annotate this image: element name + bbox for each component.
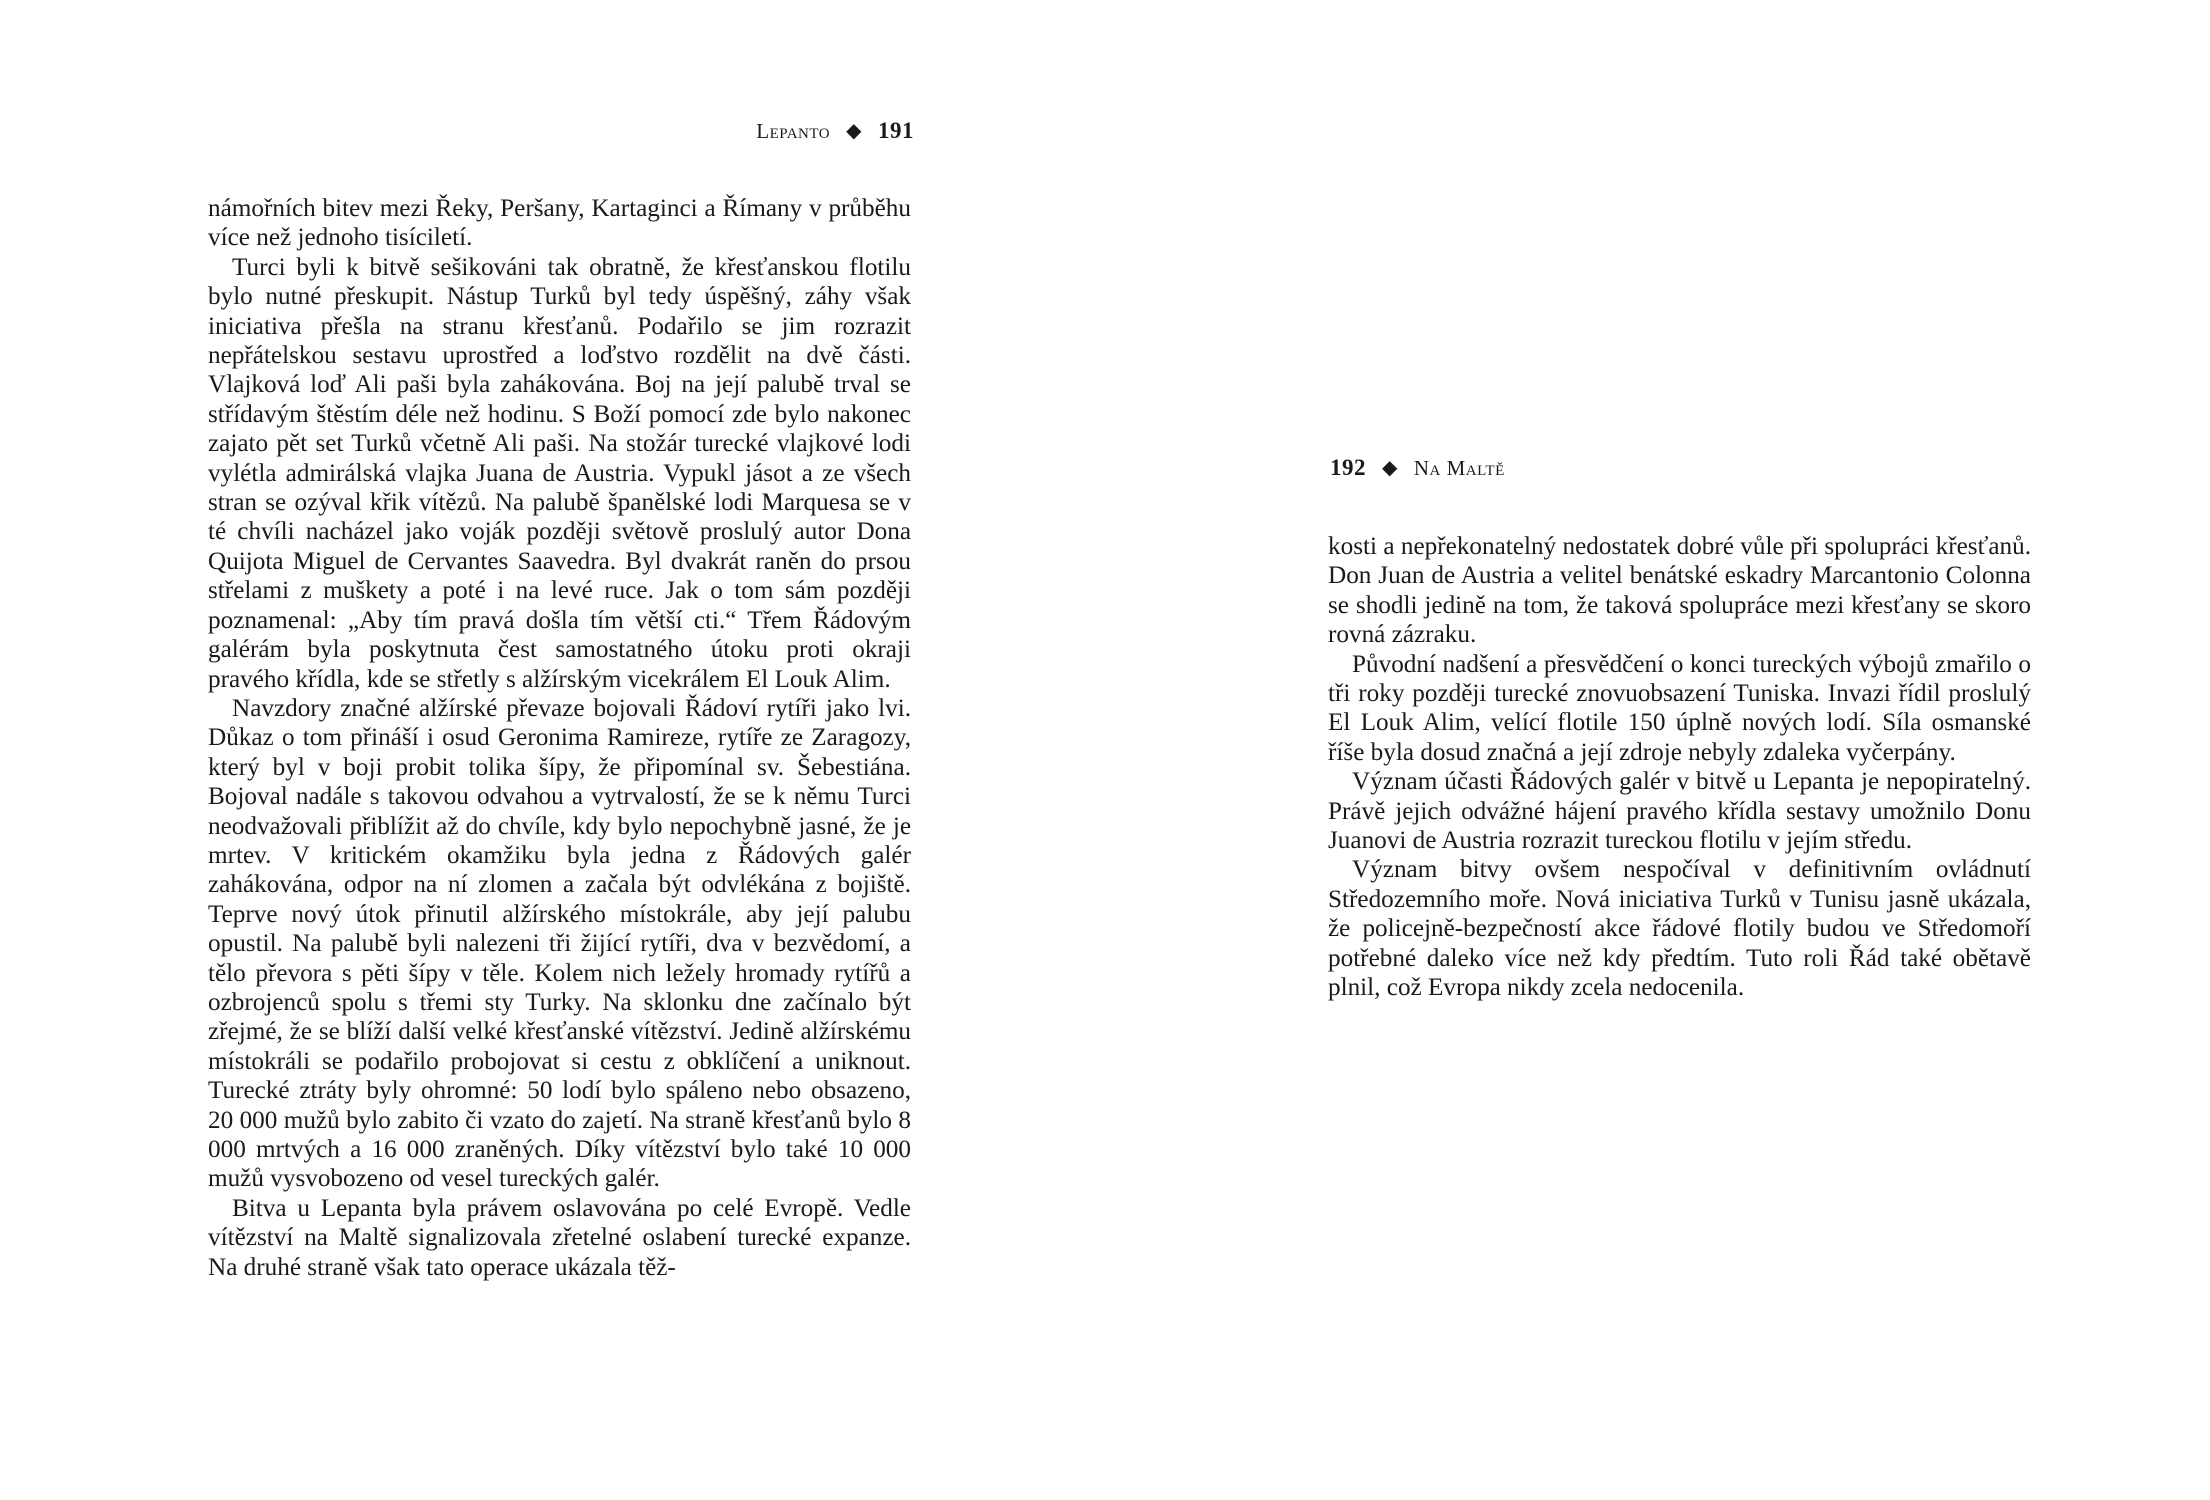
paragraph: Bitva u Lepanta byla právem oslavována po celé Evropě. Vedle vítězství na Maltě signalizovala zřetelné oslabení turecké expanze. Na druhé straně však tato operace ukázala těž- xyxy=(208,1194,911,1281)
body-text-left xyxy=(208,194,911,1282)
paragraph: Význam bitvy ovšem nespočíval v definitivním ovládnutí Středozemního moře. Nová iniciativa Turků v Tunisu jasně ukázala, že policejně-bezpečností akce řádové flotily budou ve Středomoří potřebné daleko více než kdy předtím. Tuto roli Řád také obětavě plnil, což Evropa nikdy zcela nedocenila. xyxy=(1328,856,2031,1002)
paragraph: námořních bitev mezi Řeky, Peršany, Kartaginci a Římany v průběhu více než jednoho tisíciletí. xyxy=(208,195,911,252)
diamond-ornament: ◆ xyxy=(846,120,862,142)
running-head-title: Na Maltě xyxy=(1413,455,1505,480)
paragraph: kosti a nepřekonatelný nedostatek dobré vůle při spolupráci křesťanů. Don Juan de Austria a velitel benátské eskadry Marcantonio Colonna se shodli jedině na tom, že taková spolupráce mezi křesťany se skoro rovná zázraku. xyxy=(1328,533,2031,649)
page-number: 192 xyxy=(1330,455,1366,480)
running-head-title: Lepanto xyxy=(756,118,831,143)
paragraph: Navzdory značné alžírské převaze bojovali Řádoví rytíři jako lvi. Důkaz o tom přináší i osud Geronima Ramireze, rytíře ze Zaragozy, který byl v boji probit tolika šípy, že připomínal sv. Šebestiána. Bojoval nadále s takovou odvahou a vytrvalostí, že se k němu Turci neodvažovali přiblížit až do chvíle, kdy bylo nepochybně jasné, že je mrtev. V kritickém okamžiku byla jedna z Řádových galér zahákována, odpor na ní zlomen a začala být odvlékána z bojiště. Teprve nový útok přinutil alžírského místokrále, aby její palubu opustil. Na palubě byli nalezeni tři žijící rytíři, dva v bezvědomí, a tělo převora s pěti šípy v těle. Kolem nich ležely hromady rytířů a ozbrojenců spolu s třemi sty Turky. Na sklonku dne začínalo být zřejmé, že se blíží další velké křesťanské vítězství. Jedině alžírskému místokráli se podařilo probojovat si cestu z obklíčení a uniknout. Turecké ztráty byly ohromné: 50 lodí bylo spáleno nebo obsazeno, 20 000 mužů bylo zabito či vzato do zajetí. Na straně křesťanů bylo 8 000 mrtvých a 16 000 zraněných. Díky vítězství bylo také 10 000 mužů vysvobozeno od vesel tureckých galér. xyxy=(208,694,911,1193)
running-head-right xyxy=(1330,455,1505,481)
paragraph: Turci byli k bitvě sešikováni tak obratně, že křesťanskou flotilu bylo nutné přeskupit. Nástup Turků byl tedy úspěšný, záhy však iniciativa přešla na stranu křesťanů. Podařilo se jim rozrazit nepřátelskou sestavu uprostřed a loďstvo rozdělit na dvě části. Vlajková loď Ali paši byla zahákována. Boj na její palubě trval se střídavým štěstím déle než hodinu. S Boží pomocí zde bylo nakonec zajato pět set Turků včetně Ali paši. Na stožár turecké vlajkové lodi vylétla admirálská vlajka Juana de Austria. Vypukl jásot a ze všech stran se ozýval křik vítězů. Na palubě španělské lodi Marquesa se v té chvíli nacházel jako voják později světově proslulý autor Dona Quijota Miguel de Cervantes Saavedra. Byl dvakrát raněn do prsou střelami z muškety a poté i na levé ruce. Jak o tom sám později poznamenal: „Aby tím pravá došla tím větší cti.“ Třem Řádovým galérám byla poskytnuta čest samostatného útoku proti okraji pravého křídla, kde se střetly s alžírským vicekrálem El Louk Alim. xyxy=(208,253,911,693)
paragraph: Význam účasti Řádových galér v bitvě u Lepanta je nepopiratelný. Právě jejich odvážné hájení pravého křídla sestavy umožnilo Donu Juanovi de Austria rozrazit tureckou flotilu v jejím středu. xyxy=(1328,768,2031,855)
running-head-left xyxy=(756,118,914,144)
body-text-right xyxy=(1328,532,2031,1003)
paragraph: Původní nadšení a přesvědčení o konci tureckých výbojů zmařilo o tři roky později turecké znovuobsazení Tuniska. Invazi řídil proslulý El Louk Alim, velící flotile 150 úplně nových lodí. Síla osmanské říše byla dosud značná a její zdroje nebyly zdaleka vyčerpány. xyxy=(1328,650,2031,766)
page-number: 191 xyxy=(878,118,914,143)
diamond-ornament: ◆ xyxy=(1382,457,1398,479)
right-page xyxy=(1105,0,2210,1500)
